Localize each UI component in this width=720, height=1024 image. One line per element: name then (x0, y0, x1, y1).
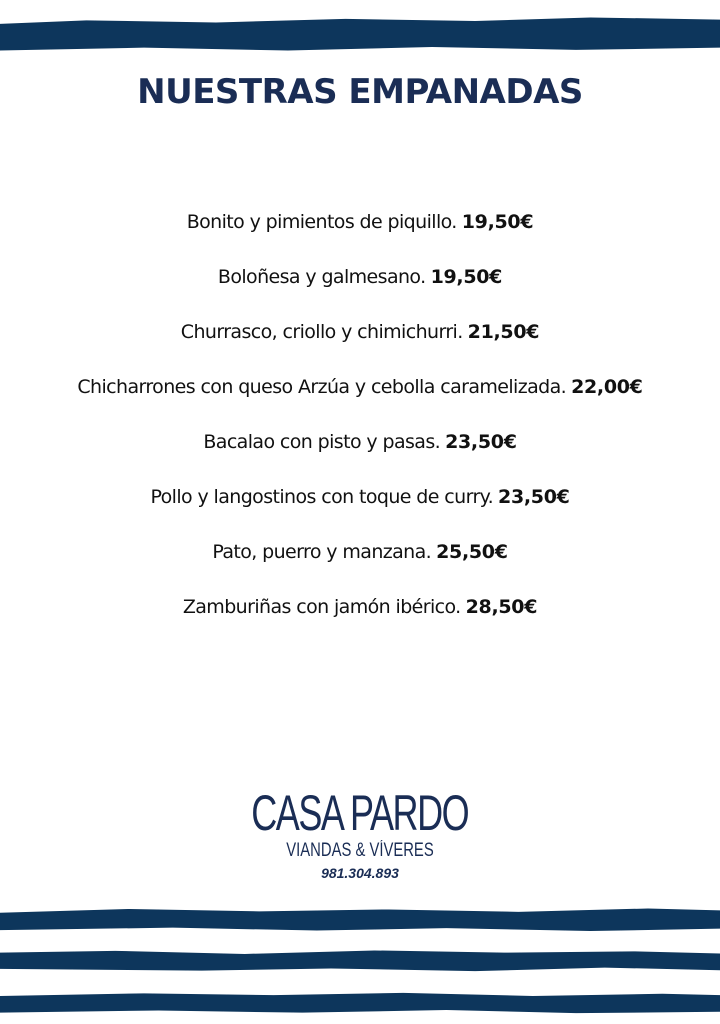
bottom-stripe (0, 908, 720, 932)
menu-item-price: 28,50€ (465, 596, 538, 618)
menu-item-name: Bacalao con pisto y pasas. (203, 431, 441, 453)
menu-item (0, 260, 720, 315)
menu-item (0, 590, 720, 645)
menu-item (0, 370, 720, 425)
menu-item-price: 19,50€ (461, 211, 534, 233)
menu-item (0, 480, 720, 535)
menu-item-name: Chicharrones con queso Arzúa y cebolla caramelizada. (77, 376, 567, 398)
menu-item-price: 25,50€ (436, 541, 508, 563)
casa-pardo-logo (0, 786, 720, 882)
menu-item-name: Pollo y langostinos con toque de curry. (150, 486, 494, 508)
menu-item-name: Pato, puerro y manzana. (212, 541, 432, 563)
menu-item-name: Boloñesa y galmesano. (217, 266, 426, 288)
menu-item-price: 23,50€ (498, 486, 570, 508)
menu-item-name: Bonito y pimientos de piquillo. (186, 211, 457, 233)
logo-name: CASA PARDO (251, 785, 469, 841)
menu-item (0, 535, 720, 590)
page-title: NUESTRAS EMPANADAS (137, 72, 583, 112)
menu-item-name: Zamburiñas con jamón ibérico. (182, 596, 461, 618)
menu-item (0, 205, 720, 260)
menu-item-price: 21,50€ (467, 321, 540, 343)
menu-item-name: Churrasco, criollo y chimichurri. (180, 321, 463, 343)
logo-subtitle: VIANDAS & VÍVERES (286, 840, 434, 861)
menu-item-price: 23,50€ (445, 431, 517, 453)
top-stripe (0, 16, 720, 52)
menu-item-price: 22,00€ (571, 376, 643, 398)
logo-phone: 981.304.893 (321, 865, 399, 881)
menu-item (0, 425, 720, 480)
menu-item-price: 19,50€ (430, 266, 503, 288)
bottom-stripe (0, 992, 720, 1014)
empanadas-menu-list (0, 205, 720, 645)
bottom-stripe (0, 950, 720, 972)
menu-item (0, 315, 720, 370)
